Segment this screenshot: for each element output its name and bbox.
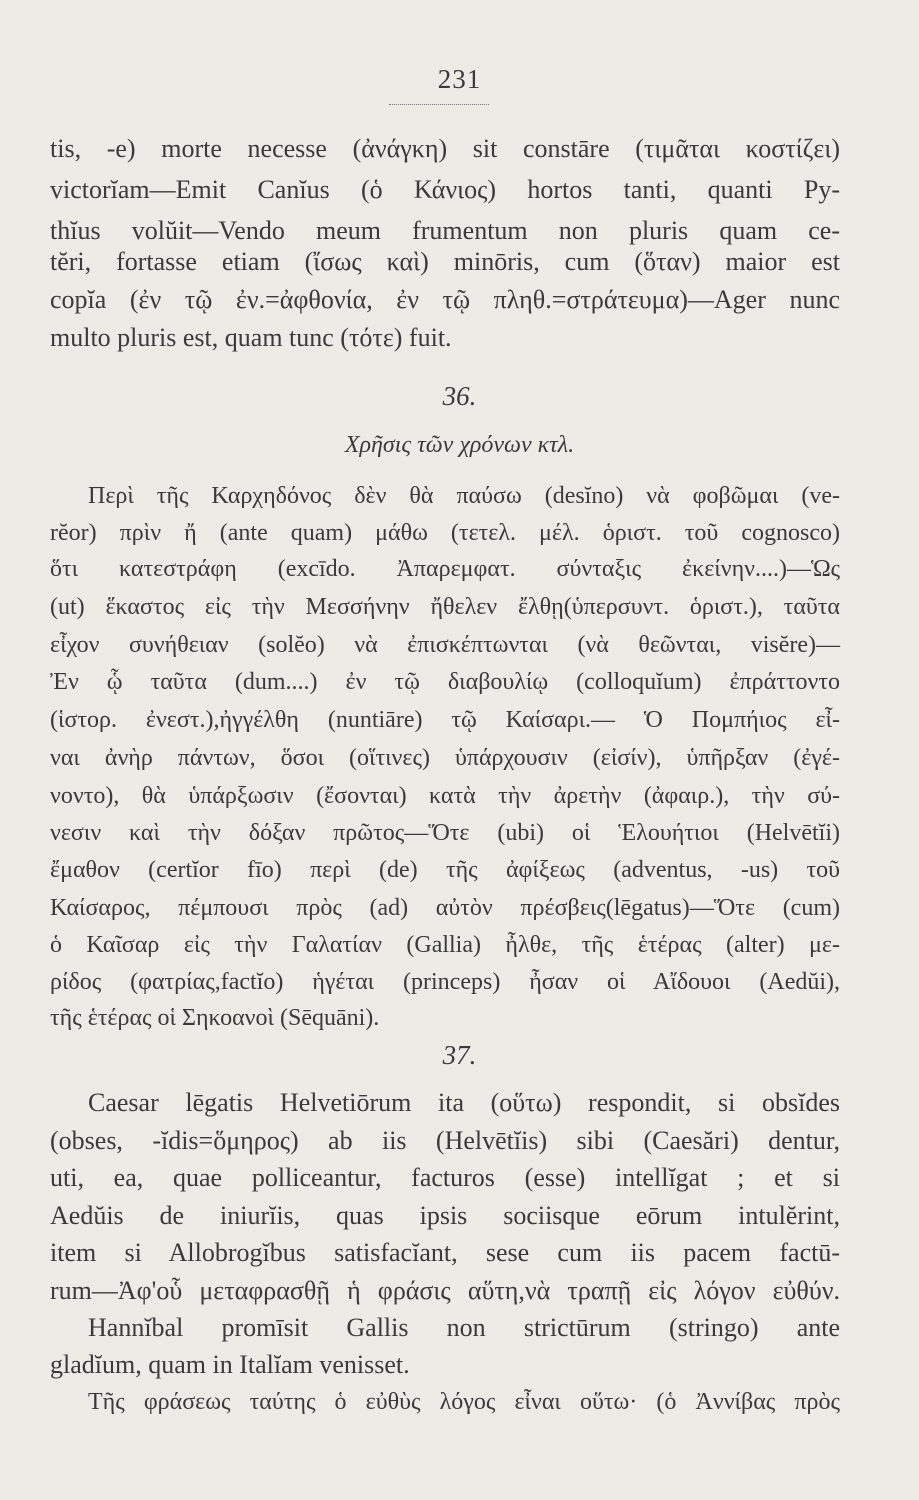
text-line: rum—Ἀφ'οὗ μεταφρασθῇ ἡ φράσις αὕτη,νὰ τραπῇ εἰς λόγον εὐθύν. xyxy=(50,1276,840,1305)
text-line: uti, ea, quae polliceantur, facturos (esse) intellĭgat ; et si xyxy=(50,1163,840,1192)
header-rule xyxy=(389,104,489,105)
section-number: 36. xyxy=(442,381,477,411)
text-line: tĕri, fortasse etiam (ἴσως καὶ) minōris, cum (ὅταν) maior est xyxy=(50,247,840,276)
text-line: Aedŭis de iniurĭis, quas ipsis sociisque eōrum intulĕrint, xyxy=(50,1201,840,1230)
text-line: Καίσαρος, πέμπουσι πρὸς (ad) αὐτὸν πρέσβεις(lēgatus)—Ὅτε (cum) xyxy=(50,895,840,921)
text-line: Τῆς φράσεως ταύτης ὁ εὐθὺς λόγος εἶναι οὕτω· (ὁ Ἀννίβας πρὸς xyxy=(88,1389,840,1415)
text-line: copĭa (ἐν τῷ ἐν.=ἀφθονία, ἐν τῷ πληθ.=στράτευμα)—Ager nunc xyxy=(50,285,840,314)
page-number: 231 xyxy=(437,64,482,94)
text-line: multo pluris est, quam tunc (τότε) fuit. xyxy=(50,323,452,352)
text-line: gladĭum, quam in Italĭam venisset. xyxy=(50,1350,410,1379)
text-line: ὅτι κατεστράφη (excīdo. Ἀπαρεμφατ. σύνταξις ἐκείνην....)—Ὡς xyxy=(50,556,840,582)
text-line: (obses, -ĭdis=ὅμηρος) ab iis (Helvētĭis) sibi (Caesări) dentur, xyxy=(50,1126,840,1155)
text-line: εἶχον συνήθειαν (solĕo) νὰ ἐπισκέπτωνται (νὰ θεῶνται, visĕre)— xyxy=(50,632,840,658)
text-line: rĕor) πρὶν ἤ (ante quam) μάθω (τετελ. μέλ. ὁριστ. τοῦ cognosco) xyxy=(50,520,840,546)
text-line: ἔμαθον (certĭor fīo) περὶ (de) τῆς ἀφίξεως (adventus, -us) τοῦ xyxy=(50,857,840,883)
text-line: νεσιν καὶ τὴν δόξαν πρῶτος—Ὅτε (ubi) οἱ Ἑλουήτιοι (Helvētĭi) xyxy=(50,820,840,846)
text-line: ὁ Καῖσαρ εἰς τὴν Γαλατίαν (Gallia) ἦλθε, τῆς ἑτέρας (alter) με- xyxy=(50,932,840,958)
text-line: ναι ἀνὴρ πάντων, ὅσοι (οἵτινες) ὑπάρχουσιν (εἰσίν), ὑπῆρξαν (ἐγέ- xyxy=(50,745,840,771)
text-line: Περὶ τῆς Καρχηδόνος δὲν θὰ παύσω (desĭno) νὰ φοβῶμαι (ve- xyxy=(88,483,840,509)
text-line: item si Allobrogĭbus satisfacĭant, sese cum iis pacem factū- xyxy=(50,1238,840,1267)
text-line: Hannĭbal promīsit Gallis non strictūrum (stringo) ante xyxy=(88,1313,840,1342)
text-line: τῆς ἑτέρας οἱ Σηκοανοὶ (Sēquāni). xyxy=(50,1005,380,1031)
section-title: Χρῆσις τῶν χρόνων κτλ. xyxy=(344,432,575,458)
text-line: Ἐν ᾧ ταῦτα (dum....) ἐν τῷ διαβουλίῳ (colloquĭum) ἐπράττοντο xyxy=(50,669,840,695)
text-line: tis, -e) morte necesse (ἀνάγκη) sit constāre (τιμᾶται κοστίζει) xyxy=(50,134,840,163)
text-line: victorĭam—Emit Canĭus (ὁ Κάνιος) hortos tanti, quanti Py- xyxy=(50,175,840,204)
text-line: ρίδος (φατρίας,factĭo) ἡγέται (princeps) ἦσαν οἱ Αἴδουοι (Aedŭi), xyxy=(50,969,840,995)
text-line: Caesar lēgatis Helvetiōrum ita (οὕτω) respondit, si obsĭdes xyxy=(88,1088,840,1117)
text-line: (ἱστορ. ἐνεστ.),ἠγγέλθη (nuntiāre) τῷ Καίσαρι.— Ὁ Πομπήιος εἶ- xyxy=(50,707,840,733)
text-line: thĭus volŭit—Vendo meum frumentum non pluris quam ce- xyxy=(50,216,840,245)
text-line: (ut) ἕκαστος εἰς τὴν Μεσσήνην ἤθελεν ἔλθῃ(ὑπερσυντ. ὁριστ.), ταῦτα xyxy=(50,594,840,620)
text-line: νοντο), θὰ ὑπάρξωσιν (ἔσονται) κατὰ τὴν ἀρετὴν (ἀφαιρ.), τὴν σύ- xyxy=(50,783,840,809)
section-number: 37. xyxy=(442,1040,477,1070)
